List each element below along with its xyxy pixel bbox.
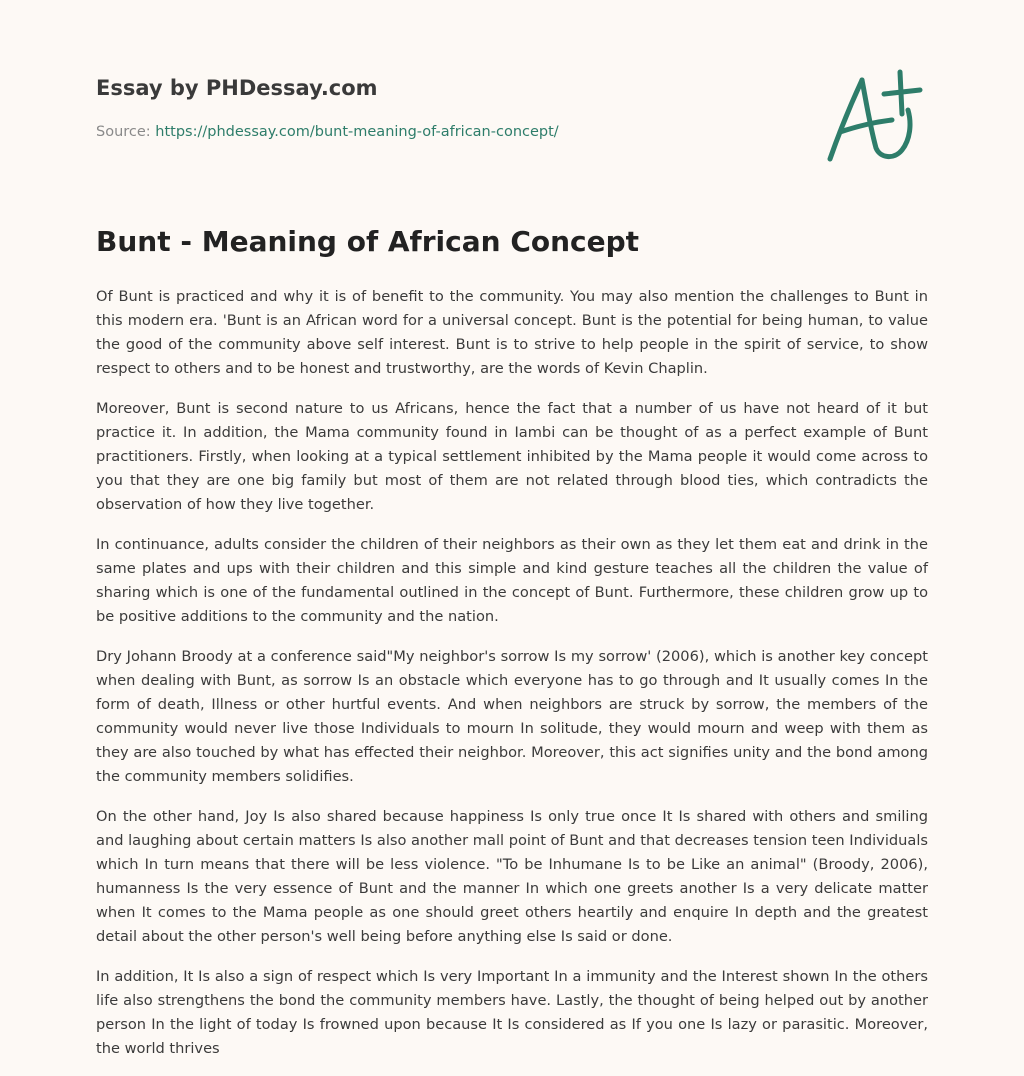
essay-paragraph-2: Moreover, Bunt is second nature to us Africans, hence the fact that a number of us have not heard of it but practice it. In addition, the Mama community found in Iambi can be thought of as a perfect example of Bunt practitioners. Firstly, when looking at a typical settlement inhibited by the Mama people it would come across to you that they are one big family but most of them are not related through blood ties, which contradicts the observation of how they live together. — [96, 400, 928, 513]
essay-paragraph-1: Of Bunt is practiced and why it is of benefit to the community. You may also mention the challenges to Bunt in this modern era. 'Bunt is an African word for a universal concept. Bunt is the potential for being human, to value the good of the community above self interest. Bunt is to strive to help people in the spirit of service, to show respect to others and to be honest and trustworthy, are the words of Kevin Chaplin. — [96, 288, 928, 377]
essay-paragraph-5: On the other hand, Joy Is also shared because happiness Is only true once It Is shared with others and smiling and laughing about certain matters Is also another mall point of Bunt and that decreases tension teen Individuals which In turn means that there will be less violence. "To be Inhumane Is to be Like an animal" (Broody, 2006), humanness Is the very essence of Bunt and the manner In which one greets another Is a very delicate matter when It comes to the Mama people as one should greet others heartily and enquire In depth and the greatest detail about the other person's well being before anything else Is said or done. — [96, 808, 928, 945]
site-title: Essay by PHDessay.com — [96, 76, 378, 100]
a-plus-logo-icon — [820, 66, 930, 166]
essay-paragraph-6: In addition, It Is also a sign of respect which Is very Important In a immunity and the Interest shown In the others life also strengthens the bond the community members have. Lastly, the thought of being helped out by another person In the light of today Is frowned upon because It Is considered as If you one Is lazy or parasitic. Moreover, the world thrives — [96, 968, 928, 1057]
source-link[interactable]: https://phdessay.com/bunt-meaning-of-african-concept/ — [155, 124, 559, 140]
source-line — [96, 124, 559, 140]
essay-title: Bunt - Meaning of African Concept — [96, 225, 640, 258]
source-label: Source: — [96, 124, 151, 140]
essay-body — [96, 285, 928, 1076]
essay-paragraph-4: Dry Johann Broody at a conference said"My neighbor's sorrow Is my sorrow' (2006), which is another key concept when dealing with Bunt, as sorrow Is an obstacle which everyone has to go through and It usually comes In the form of death, Illness or other hurtful events. And when neighbors are struck by sorrow, the members of the community would never live those Individuals to mourn In solitude, they would mourn and weep with them as they are also touched by what has effected their neighbor. Moreover, this act signifies unity and the bond among the community members solidifies. — [96, 648, 928, 785]
essay-paragraph-3: In continuance, adults consider the children of their neighbors as their own as they let them eat and drink in the same plates and ups with their children and this simple and kind gesture teaches all the children the value of sharing which is one of the fundamental outlined in the concept of Bunt. Furthermore, these children grow up to be positive additions to the community and the nation. — [96, 536, 928, 625]
